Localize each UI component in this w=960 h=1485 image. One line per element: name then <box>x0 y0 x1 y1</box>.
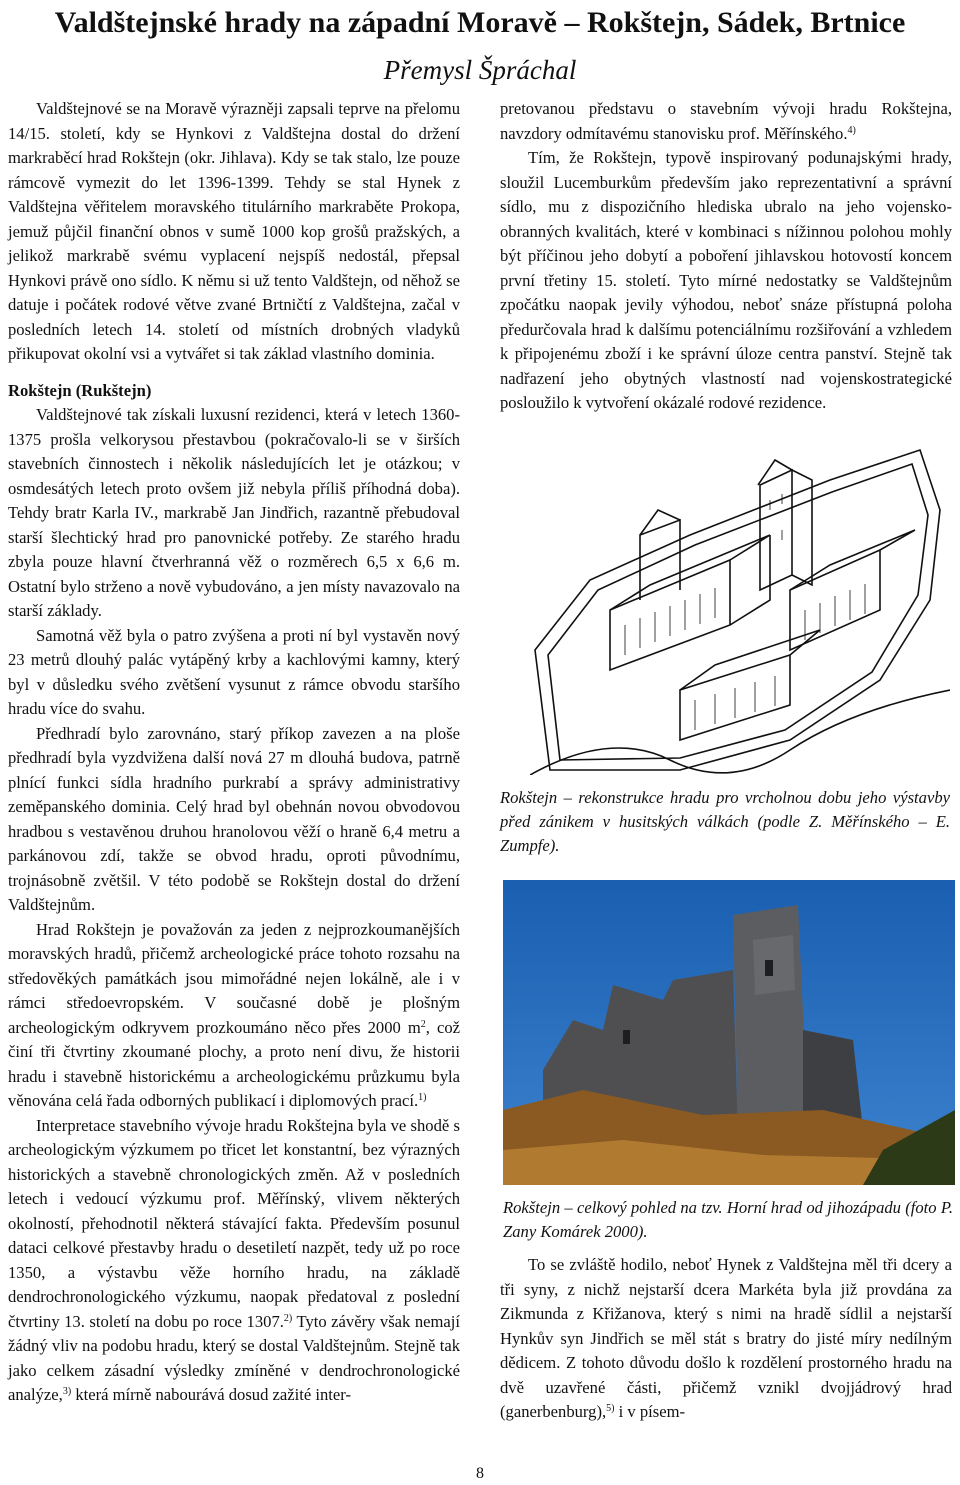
page-number: 8 <box>476 1465 484 1482</box>
paragraph-research: Hrad Rokštejn je považován za jeden z nejprozkoumanějších moravských hradů, přičemž archeologické práce tohoto rozsahu na středověkých památkách jsou mimořádné nejen lokálně, ale i v rámci středoevropském. V současné době je plošným archeologickým odkryvem prozkoumáno něco přes 2000 $m^2$, což činí tři čtvrtiny zkoumané plochy, a proto není divu, že historii hradu i stavebně historickému a archeologickému průzkumu byla věnována celá řada odborných publikací i diplomových prací.$^{1)}$ <box>8 919 461 1110</box>
left-column <box>8 97 460 1408</box>
footnote-ref: 1) <box>418 1092 427 1103</box>
author-name: Přemysl Špráchal <box>383 55 577 85</box>
drawing-caption: Rokštejn – rekonstrukce hradu pro vrcholnou dobu jeho výstavby před zánikem v husitských válkách (podle Z. Měřínského – E. Zumpfe). <box>500 788 950 855</box>
paragraph-continuation: pretovanou představu o stavebním vývoji hradu Rokštejna, navzdory odmítavému stanovisku prof. Měřínského.$^{4)}$ <box>500 99 952 143</box>
paragraph-interpretation: Interpretace stavebního vývoje hradu Rokštejna byla ve shodě s archeologickým výzkumem po třicet let konstantní, bez výrazných historických a stavebně chronologických změn. Až v posledních letech i vedoucí výzkumu prof. Měřínský, vlivem některých okolností, přehodnotil některá stávající fakta. Především posunul dataci celkové přestavby hradu o desetiletí nazpět, tedy už po roce 1350, a výstavbu věže horního hradu, na základě dendrochronologického výzkumu, naopak předatoval z poslední čtvrtiny 13. století na dobu po roce 1307.$^{2)}$ Tyto závěry však nemají žádný vliv na podobu hradu, který se dostal Valdštejnům. Stejně tak jako celkem zásadní výsledky zmíněné v dendrochronologické analýze,$^{3)}$ která mírně nabourává dosud zažité inter- <box>8 1115 460 1404</box>
footnote-ref: 3) <box>62 1386 72 1397</box>
right-column-top <box>500 97 952 416</box>
footnote-ref: 5) <box>606 1403 615 1414</box>
castle-reconstruction-drawing <box>530 440 950 775</box>
photo-caption: Rokštejn – celkový pohled na tzv. Horní hrad od jihozápadu (foto P. Zany Komárek 2000). <box>503 1198 953 1241</box>
castle-photo-image <box>503 880 955 1185</box>
paragraph-residence: Tím, že Rokštejn, typově inspirovaný podunajskými hrady, sloužil Lucemburkům především jako reprezentativní a správní sídlo, mu z dispozičního hlediska ubralo na jeho vojensko-obranných kvalitách, které v kombinaci s nížinnou polohou mohly být příčinou jeho dobytí a poboření jihlavskou hotovostí koncem první třetiny 15. století. Tyto mírné nedostatky se Valdštejnům zpočátku naopak jevily výhodou, neboť snáze přístupná poloha předurčovala hrad k dalšímu potenciálnímu rozšiřování a vzhledem k připojenému zboží i ke správní úloze centra panství. Stejně tak nadřazení jeho obytných vlastností nad vojenskostrategické posloužilo k vytvoření okázalé rodové rezidence. <box>500 148 952 412</box>
right-column-bottom <box>500 1253 952 1425</box>
section-heading: Rokštejn (Rukštejn) <box>8 380 152 400</box>
paragraph-outer-bailey: Předhradí bylo zarovnáno, starý příkop zavezen a na ploše předhradí byla vyzdvižena další nová 27 m dlouhá budova, patrně plnící funkci sídla hradního purkrabí a správy administrativy zeměpanského dominia. Celý hrad byl obehnán novou obvodovou hradbou s vestavěnou druhou hranolovou věží o hraně 6,4 metru a parkánovou zdí, takže se obvod hradu, oproti původnímu, trojnásobně zvětšil. V této podobě se Rokštejn dostal do držení Valdštejnům. <box>8 723 460 914</box>
paragraph-tower: Samotná věž byla o patro zvýšena a proti ní byl vystavěn nový 23 metrů dlouhý palác vytápěný krby a kachlovými kamny, který byl v důsledku svého zvětšení vysunut z rámce obvodu staršího hradu více do svahu. <box>8 625 460 718</box>
article-title: Valdštejnské hrady na západní Moravě – Rokštejn, Sádek, Brtnice <box>54 6 906 39</box>
footnote-ref: 2) <box>283 1312 293 1324</box>
footnote-ref: 4) <box>847 124 856 136</box>
paragraph-heirs: To se zvláště hodilo, neboť Hynek z Valdštejna měl tři dcery a tři syny, z nichž nejstarší dcera Markéta byla již provdána za Zikmunda z Křižanova, který s nimi na hradě sídlil a nejstarší Hynkův syn Jindřich se měl stát s bratry do jisté míry nedílným dědicem. Z tohoto důvodu došlo k rozdělení prostorného hradu na dvě uzavřené části, přičemž vznikl dvojjádrový hrad (ganerbenburg),$^{5)}$ i v písem- <box>500 1255 952 1421</box>
paragraph-reconstruction: Valdštejnové tak získali luxusní rezidenci, která v letech 1360-1375 prošla velkorysou přestavbou (pokračovalo-li se v širších stavebních činnostech i několik následujících let je otázkou; v osmdesátých letech proto ovšem již nebyla příliš příhodná doba). Tehdy bratr Karla IV., markrabě Jan Jindřich, razantně přebudoval starší šlechtický hrad pro panovnické potřeby. Ze starého hradu zbyla pouze hlavní čtverhranná věž o rozměrech 6,5 x 6,6 m. Ostatní bylo strženo a nově vybudováno, a jen místy navazovalo na starší základy. <box>8 405 460 620</box>
castle-photo <box>503 880 955 1185</box>
intro-paragraph: Valdštejnové se na Moravě výrazněji zapsali teprve na přelomu 14/15. století, kdy se Hynkovi z Valdštejna dostal do držení markraběcí hrad Rokštejn (okr. Jihlava). Kdy se tak stalo, lze pouze rámcově vymezit do let 1396-1399. Tehdy se stal Hynek z Valdštejna věřitelem moravského titulárního markraběte Prokopa, jemuž půjčil finanční obnos v sumě 1000 kop grošů pražských, a jelikož markrabě svému vyplacení nejspíš nedostál, přepsal Hynkovi právě ono sídlo. K němu si už tento Valdštejn, od něhož se datuje i počátek rodové větve zvané Brtničtí z Valdštejna, začal v posledních letech 14. století od místních drobných vladyků přikupovat okolní vsi a vytvářet si tak základ vlastního dominia. <box>8 99 460 363</box>
